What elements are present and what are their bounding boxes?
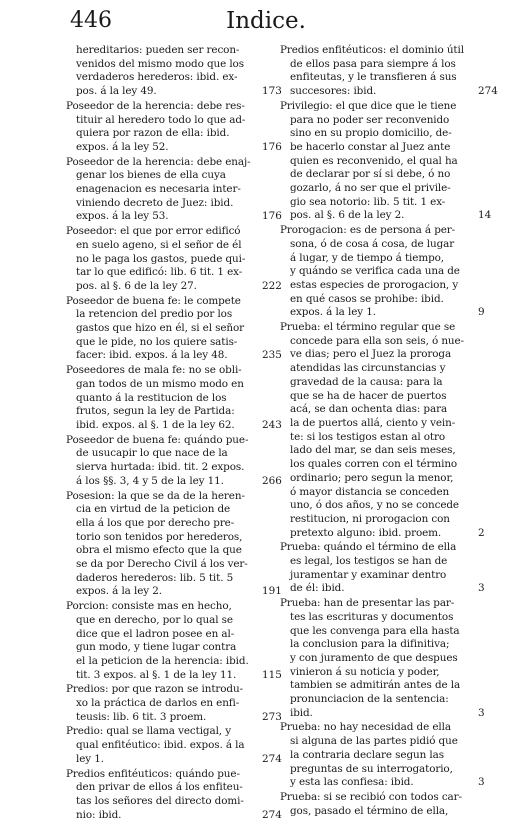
entry-line: expos. á la ley 1. bbox=[290, 306, 376, 319]
entry-heading-line: Poseedores de mala fe: no se obli- bbox=[66, 364, 242, 377]
page-number: 446 bbox=[70, 8, 112, 33]
entry-line: qual enfitéutico: ibid. expos. á la bbox=[76, 739, 245, 752]
page-reference: 266 bbox=[262, 474, 282, 487]
left-column bbox=[66, 44, 282, 823]
entry-line: en suelo ageno, si el señor de él bbox=[76, 238, 242, 251]
right-column bbox=[280, 44, 498, 819]
entry-heading-line: Poseedor de la herencia: debe res- bbox=[66, 99, 245, 112]
entry-line: acá, se dan ochenta dias: para bbox=[290, 403, 448, 416]
index-entry bbox=[280, 100, 492, 223]
page-reference: 2 bbox=[478, 526, 485, 539]
entry-line: ó mayor distancia se conceden bbox=[290, 485, 450, 498]
entry-line: expos. á la ley 52. bbox=[76, 140, 169, 153]
entry-line: preguntas de su interrogatorio, bbox=[290, 762, 453, 775]
entry-line: enagenacion es necesaria inter- bbox=[76, 183, 241, 196]
page-reference: 115 bbox=[262, 668, 282, 681]
entry-line: dice que el ladron posee en al- bbox=[76, 627, 235, 640]
entry-line: hereditarios: pueden ser recon- bbox=[76, 44, 240, 56]
entry-line: gio sea notorio: lib. 5 tit. 1 ex- bbox=[290, 195, 446, 208]
entry-line: restitucion, ni prorogacion con bbox=[290, 512, 450, 525]
entry-heading-line: Poseedor: el que por error edificó bbox=[66, 225, 241, 238]
entry-line: tas los señores del directo domi- bbox=[76, 794, 244, 807]
entry-line: te: si los testigos estan al otro bbox=[290, 430, 446, 443]
entry-heading-line: Predio: qual se llama vectigal, y bbox=[66, 725, 231, 738]
index-entry bbox=[280, 597, 492, 720]
entry-line: teusis: lib. 6 tit. 3 proem. bbox=[76, 710, 207, 723]
entry-line: estas especies de prorogacion, y bbox=[290, 278, 459, 291]
page-reference: 3 bbox=[478, 582, 485, 595]
entry-line: den privar de ellos á los enfiteu- bbox=[76, 781, 243, 794]
page-reference: 176 bbox=[262, 210, 282, 223]
entry-line: tar lo que edificó: lib. 6 tit. 1 ex- bbox=[76, 266, 243, 279]
entry-heading-line: Prueba: si se recibió con todos car- bbox=[280, 790, 462, 803]
entry-line: nio: ibid. bbox=[76, 808, 122, 821]
entry-line: la de puertos allá, ciento y vein- bbox=[290, 416, 456, 429]
entry-heading-line: Porcion: consiste mas en hecho, bbox=[66, 600, 232, 613]
entry-line: pos. al §. 6 de la ley 27. bbox=[76, 279, 197, 292]
index-entry bbox=[280, 791, 492, 818]
page-reference: 222 bbox=[262, 279, 282, 292]
entry-heading-line: Poseedor de buena fe: quándo pue- bbox=[66, 433, 249, 446]
entry-line: tit. 3 expos. al §. 1 de la ley 11. bbox=[76, 668, 237, 681]
entry-line: tes las escrituras y documentos bbox=[290, 610, 454, 623]
index-entry bbox=[66, 683, 282, 724]
page-reference: 176 bbox=[262, 140, 282, 153]
entry-line: succesores: ibid. bbox=[290, 85, 377, 98]
index-entry bbox=[280, 224, 492, 320]
entry-line: ibid. expos. al §. 1 de la ley 62. bbox=[76, 418, 235, 431]
entry-line: pretexto alguno: ibid. proem. bbox=[290, 526, 442, 539]
entry-line: tituir al heredero todo lo que ad- bbox=[76, 113, 246, 126]
entry-line: ley 1. bbox=[76, 752, 104, 765]
entry-line: la contraria declare segun las bbox=[290, 748, 444, 761]
entry-heading-line: Predios enfitéuticos: el dominio útil bbox=[280, 44, 464, 56]
page-reference: 3 bbox=[478, 706, 485, 719]
index-entry bbox=[66, 767, 282, 823]
entry-line: que le pide, no los quiere satis- bbox=[76, 335, 238, 348]
index-entry bbox=[280, 541, 492, 596]
entry-line: ordinario; pero segun la menor, bbox=[290, 471, 454, 484]
index-entry bbox=[66, 489, 282, 600]
page-reference: 14 bbox=[478, 209, 492, 222]
index-entry bbox=[66, 294, 282, 364]
index-entry bbox=[280, 321, 492, 540]
entry-line: que en derecho, por lo qual se bbox=[76, 613, 233, 626]
entry-line: de usucapir lo que nace de la bbox=[76, 447, 228, 460]
entry-line: sona, ó de cosa á cosa, de lugar bbox=[290, 237, 455, 250]
entry-line: daderos herederos: lib. 5 tit. 5 bbox=[76, 571, 234, 584]
entry-line: viniendo decreto de Juez: ibid. bbox=[76, 196, 234, 209]
entry-line: expos. á la ley 2. bbox=[76, 585, 162, 598]
entry-line: si alguna de las partes pidió que bbox=[290, 735, 458, 748]
entry-line: que les convenga para ella hasta bbox=[290, 624, 460, 637]
entry-line: á los §§. 3, 4 y 5 de la ley 11. bbox=[76, 474, 224, 487]
entry-line: gozarlo, á no ser que el privile- bbox=[290, 182, 451, 195]
entry-line: uno, ó dos años, y no se concede bbox=[290, 499, 459, 512]
entry-line: facer: ibid. expos. á la ley 48. bbox=[76, 349, 228, 362]
entry-line: gan todos de un mismo modo en bbox=[76, 377, 244, 390]
entry-line: y con juramento de que despues bbox=[290, 651, 458, 664]
entry-line: que se ha de hacer de puertos bbox=[290, 389, 447, 402]
entry-line: be hacerlo constar al Juez ante bbox=[290, 140, 451, 153]
page-reference: 274 bbox=[478, 85, 498, 98]
entry-line: quanto á la restitucion de los bbox=[76, 391, 227, 404]
entry-line: de declarar por sí si debe, ó no bbox=[290, 168, 451, 181]
index-entry bbox=[280, 44, 498, 99]
index-entry bbox=[66, 155, 282, 225]
entry-line: sino en su propio domicilio, de- bbox=[290, 127, 452, 140]
entry-line: vinieron á su noticia y poder, bbox=[290, 665, 440, 678]
entry-line: atendidas las circunstancias y bbox=[290, 362, 446, 375]
entry-line: concede para ella son seis, ó nue- bbox=[290, 334, 464, 347]
entry-line: quiera por razon de ella: ibid. bbox=[76, 127, 230, 140]
entry-line: tambien se admitirán antes de la bbox=[290, 679, 461, 692]
index-entry bbox=[66, 225, 282, 294]
entry-line: gos, pasado el término de ella, bbox=[290, 804, 449, 817]
entry-line: ella á los que por derecho pre- bbox=[76, 516, 235, 529]
entry-line: torio son tenidos por herederos, bbox=[76, 530, 243, 543]
entry-heading-line: Predios: por que razon se introdu- bbox=[66, 683, 243, 696]
entry-line: ibid. bbox=[290, 706, 313, 719]
page-reference: 273 bbox=[262, 710, 282, 723]
entry-heading-line: Predios enfitéuticos: quándo pue- bbox=[66, 767, 240, 780]
entry-line: y quándo se verifica cada una de bbox=[290, 265, 460, 278]
page-title: Indice. bbox=[226, 8, 306, 34]
entry-line: verdaderos herederos: ibid. ex- bbox=[76, 71, 238, 84]
entry-line: pronunciacion de la sentencia: bbox=[290, 693, 449, 706]
entry-heading-line: Prueba: no hay necesidad de ella bbox=[280, 721, 451, 734]
entry-line: para no poder ser reconvenido bbox=[290, 113, 450, 126]
entry-heading-line: Prueba: han de presentar las par- bbox=[280, 597, 455, 610]
entry-heading-line: Prueba: el término regular que se bbox=[280, 321, 456, 334]
entry-line: cia en virtud de la peticion de bbox=[76, 503, 231, 516]
page-header bbox=[0, 8, 532, 40]
page-reference: 173 bbox=[262, 85, 282, 98]
entry-line: á lugar, y de tiempo á tiempo, bbox=[290, 251, 444, 264]
entry-line: el la peticion de la herencia: ibid. bbox=[76, 654, 249, 667]
index-entry bbox=[66, 433, 282, 489]
entry-line: lado del mar, se dan seis meses, bbox=[290, 444, 456, 457]
entry-line: de él: ibid. bbox=[290, 582, 345, 595]
entry-line: gastos que hizo en él, si el señor bbox=[76, 322, 245, 335]
page-reference: 274 bbox=[262, 752, 282, 765]
page-reference: 235 bbox=[262, 349, 282, 362]
entry-line: de ellos pasa para siempre á los bbox=[290, 57, 456, 70]
entry-line: genar los bienes de ella cuya bbox=[76, 169, 226, 182]
index-entry bbox=[66, 364, 282, 433]
index-entry bbox=[280, 721, 492, 790]
entry-line: sierva hurtada: ibid. tit. 2 expos. bbox=[76, 461, 245, 474]
entry-line: quien es reconvenido, el qual ha bbox=[290, 154, 458, 167]
entry-line: pos. al §. 6 de la ley 2. bbox=[290, 209, 405, 222]
entry-line: ve dias; pero el Juez la proroga bbox=[290, 348, 452, 361]
page-reference: 274 bbox=[262, 808, 282, 821]
entry-line: es legal, los testigos se han de bbox=[290, 555, 448, 568]
page-reference: 191 bbox=[262, 585, 282, 598]
index-entry bbox=[66, 99, 282, 155]
entry-line: en qué casos se prohibe: ibid. bbox=[290, 292, 444, 305]
entry-line: obra el mismo efecto que la que bbox=[76, 544, 242, 557]
entry-line: gravedad de la causa: para la bbox=[290, 375, 443, 388]
entry-heading-line: Privilegio: el que dice que le tiene bbox=[280, 99, 457, 112]
entry-heading-line: Poseedor de la herencia: debe enaj- bbox=[66, 155, 251, 168]
entry-line: la conclusion para la difinitiva; bbox=[290, 638, 450, 651]
entry-line: se da por Derecho Civil á los ver- bbox=[76, 558, 248, 571]
entry-line: xo la práctica de darlos en enfi- bbox=[76, 697, 240, 710]
entry-line: expos. á la ley 53. bbox=[76, 210, 169, 223]
entry-line: enfiteutas, y le transfieren á sus bbox=[290, 71, 457, 84]
entry-heading-line: Prorogacion: es de persona á per- bbox=[280, 224, 456, 237]
entry-heading-line: Posesion: la que se da de la heren- bbox=[66, 489, 245, 502]
entry-heading-line: Prueba: quándo el término de ella bbox=[280, 541, 457, 554]
index-entry bbox=[66, 725, 282, 766]
entry-line: juramentar y examinar dentro bbox=[290, 568, 447, 581]
entry-heading-line: Poseedor de buena fe: le compete bbox=[66, 294, 241, 307]
entry-line: venidos del mismo modo que los bbox=[76, 57, 244, 70]
page-reference: 9 bbox=[478, 306, 485, 319]
page-reference: 243 bbox=[262, 418, 282, 431]
entry-line: y esta las confiesa: ibid. bbox=[290, 776, 414, 789]
page-reference: 3 bbox=[478, 776, 485, 789]
entry-line: pos. á la ley 49. bbox=[76, 85, 157, 98]
index-entry bbox=[66, 44, 282, 99]
entry-line: gun modo, y tiene lugar contra bbox=[76, 641, 237, 654]
entry-line: los quales corren con el término bbox=[290, 458, 458, 471]
entry-line: no le paga los gastos, puede qui- bbox=[76, 252, 246, 265]
entry-line: frutos, segun la ley de Partida: bbox=[76, 405, 235, 418]
entry-line: la retencion del predio por los bbox=[76, 308, 233, 321]
index-entry bbox=[66, 600, 282, 682]
